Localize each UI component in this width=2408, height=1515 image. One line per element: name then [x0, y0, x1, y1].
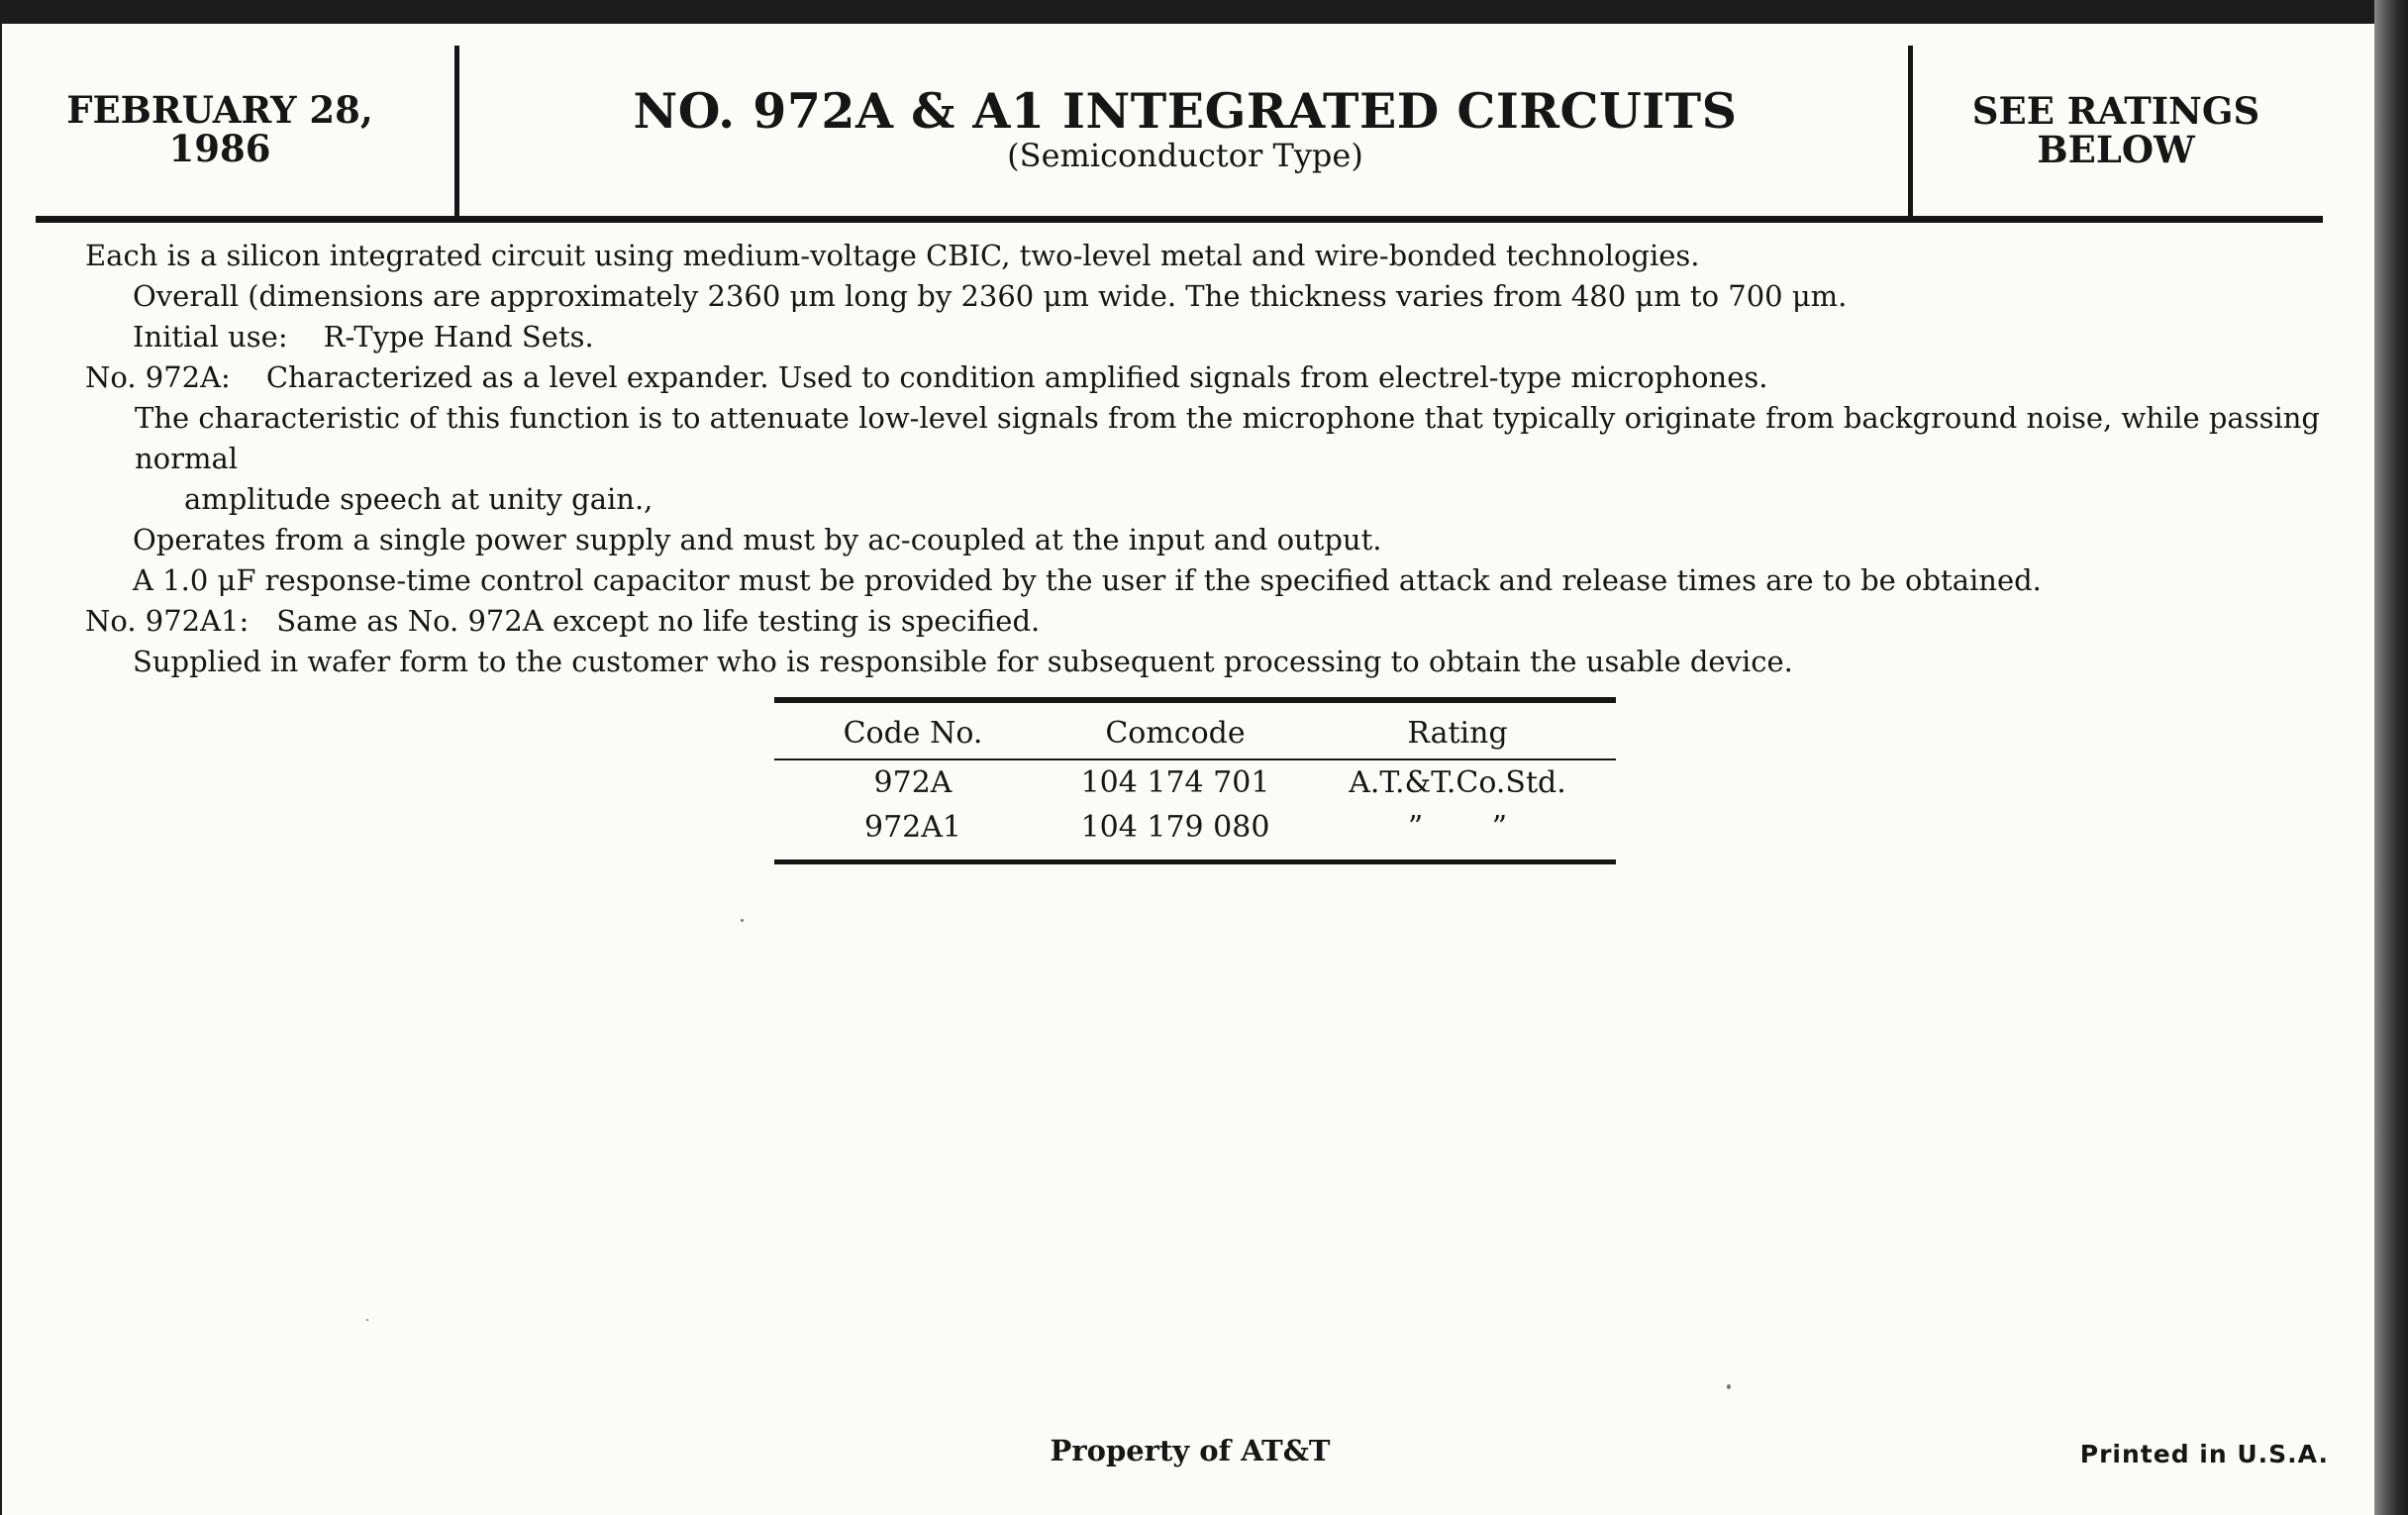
code-972a-text: Characterized as a level expander. Used to condition amplified signals from electrel-type microphones. [265, 360, 1768, 394]
header-rating: Rating [1407, 716, 1508, 751]
power-supply-line: Operates from a single power supply and must by ac-coupled at the input and output. [133, 523, 1382, 556]
ownership-note: Property of AT&T [1050, 1434, 1331, 1467]
document-title-block [467, 83, 1903, 172]
initial-use-label: Initial use: [133, 320, 288, 354]
ratings-note [1918, 89, 2314, 171]
characteristic-line2: amplitude speech at unity gain., [184, 482, 653, 516]
document-card [2, 24, 2374, 1515]
ratings-note-line2: BELOW [2037, 128, 2195, 171]
cell-code-no: 972A [873, 765, 953, 800]
cell-rating [1299, 805, 1616, 850]
ditto-marks: ” ” [1407, 810, 1508, 845]
code-972a1-text: Same as No. 972A except no life testing is specified. [276, 604, 1041, 638]
code-972a1-label: No. 972A1: [85, 604, 250, 638]
table-row [774, 760, 1616, 805]
code-972a-label: No. 972A: [85, 360, 231, 394]
scan-speck [366, 1319, 368, 1321]
header-rule [36, 216, 2323, 223]
ratings-table [774, 697, 1616, 864]
cell-comcode: 104 174 701 [1080, 765, 1270, 800]
issue-date [42, 88, 398, 170]
capacitor-line: A 1.0 μF response-time control capacitor must be provided by the user if the specified attack and release times are to be obtained. [133, 563, 2042, 597]
code-972a1-line [85, 601, 2333, 642]
wafer-form-line: Supplied in wafer form to the customer who is responsible for subsequent processing to obtain the usable device. [133, 645, 1793, 678]
issue-date-line1: FEBRUARY 28, [66, 88, 373, 132]
cell-code-no: 972A1 [863, 810, 961, 845]
document-subtitle: (Semiconductor Type) [1007, 137, 1363, 174]
printed-in-note: Printed in U.S.A. [2079, 1440, 2329, 1468]
initial-use-text: R-Type Hand Sets. [323, 320, 594, 354]
header-divider-right [1908, 46, 1913, 218]
code-972a-line [85, 357, 2333, 398]
description-line: Each is a silicon integrated circuit using medium-voltage CBIC, two-level metal and wire-bonded technologies. [85, 239, 1700, 272]
scan-edge-shadow [2374, 0, 2408, 1515]
characteristic-paragraph [85, 398, 2333, 520]
description-body [85, 236, 2333, 682]
issue-date-line2: 1986 [168, 127, 271, 170]
scan-speck [1727, 1384, 1731, 1389]
ratings-note-line1: SEE RATINGS [1971, 89, 2260, 133]
scan-speck [741, 919, 744, 922]
table-bottom-rule [774, 859, 1616, 864]
table-row [774, 805, 1616, 850]
characteristic-line1: The characteristic of this function is to attenuate low-level signals from the microphone that typically originate from background noise, while passing normal [135, 401, 2320, 475]
initial-use-line [133, 317, 2333, 357]
table-header-row [774, 703, 1616, 758]
dimensions-line: Overall (dimensions are approximately 2360 μm long by 2360 μm wide. The thickness varies from 480 μm to 700 μm. [133, 279, 1848, 313]
cell-rating: A.T.&T.Co.Std. [1349, 765, 1566, 800]
header-comcode: Comcode [1105, 716, 1246, 751]
cell-comcode: 104 179 080 [1080, 810, 1270, 845]
document-title: NO. 972A & A1 INTEGRATED CIRCUITS [633, 82, 1738, 140]
header-code-no: Code No. [843, 716, 983, 751]
header-divider-left [454, 46, 459, 218]
